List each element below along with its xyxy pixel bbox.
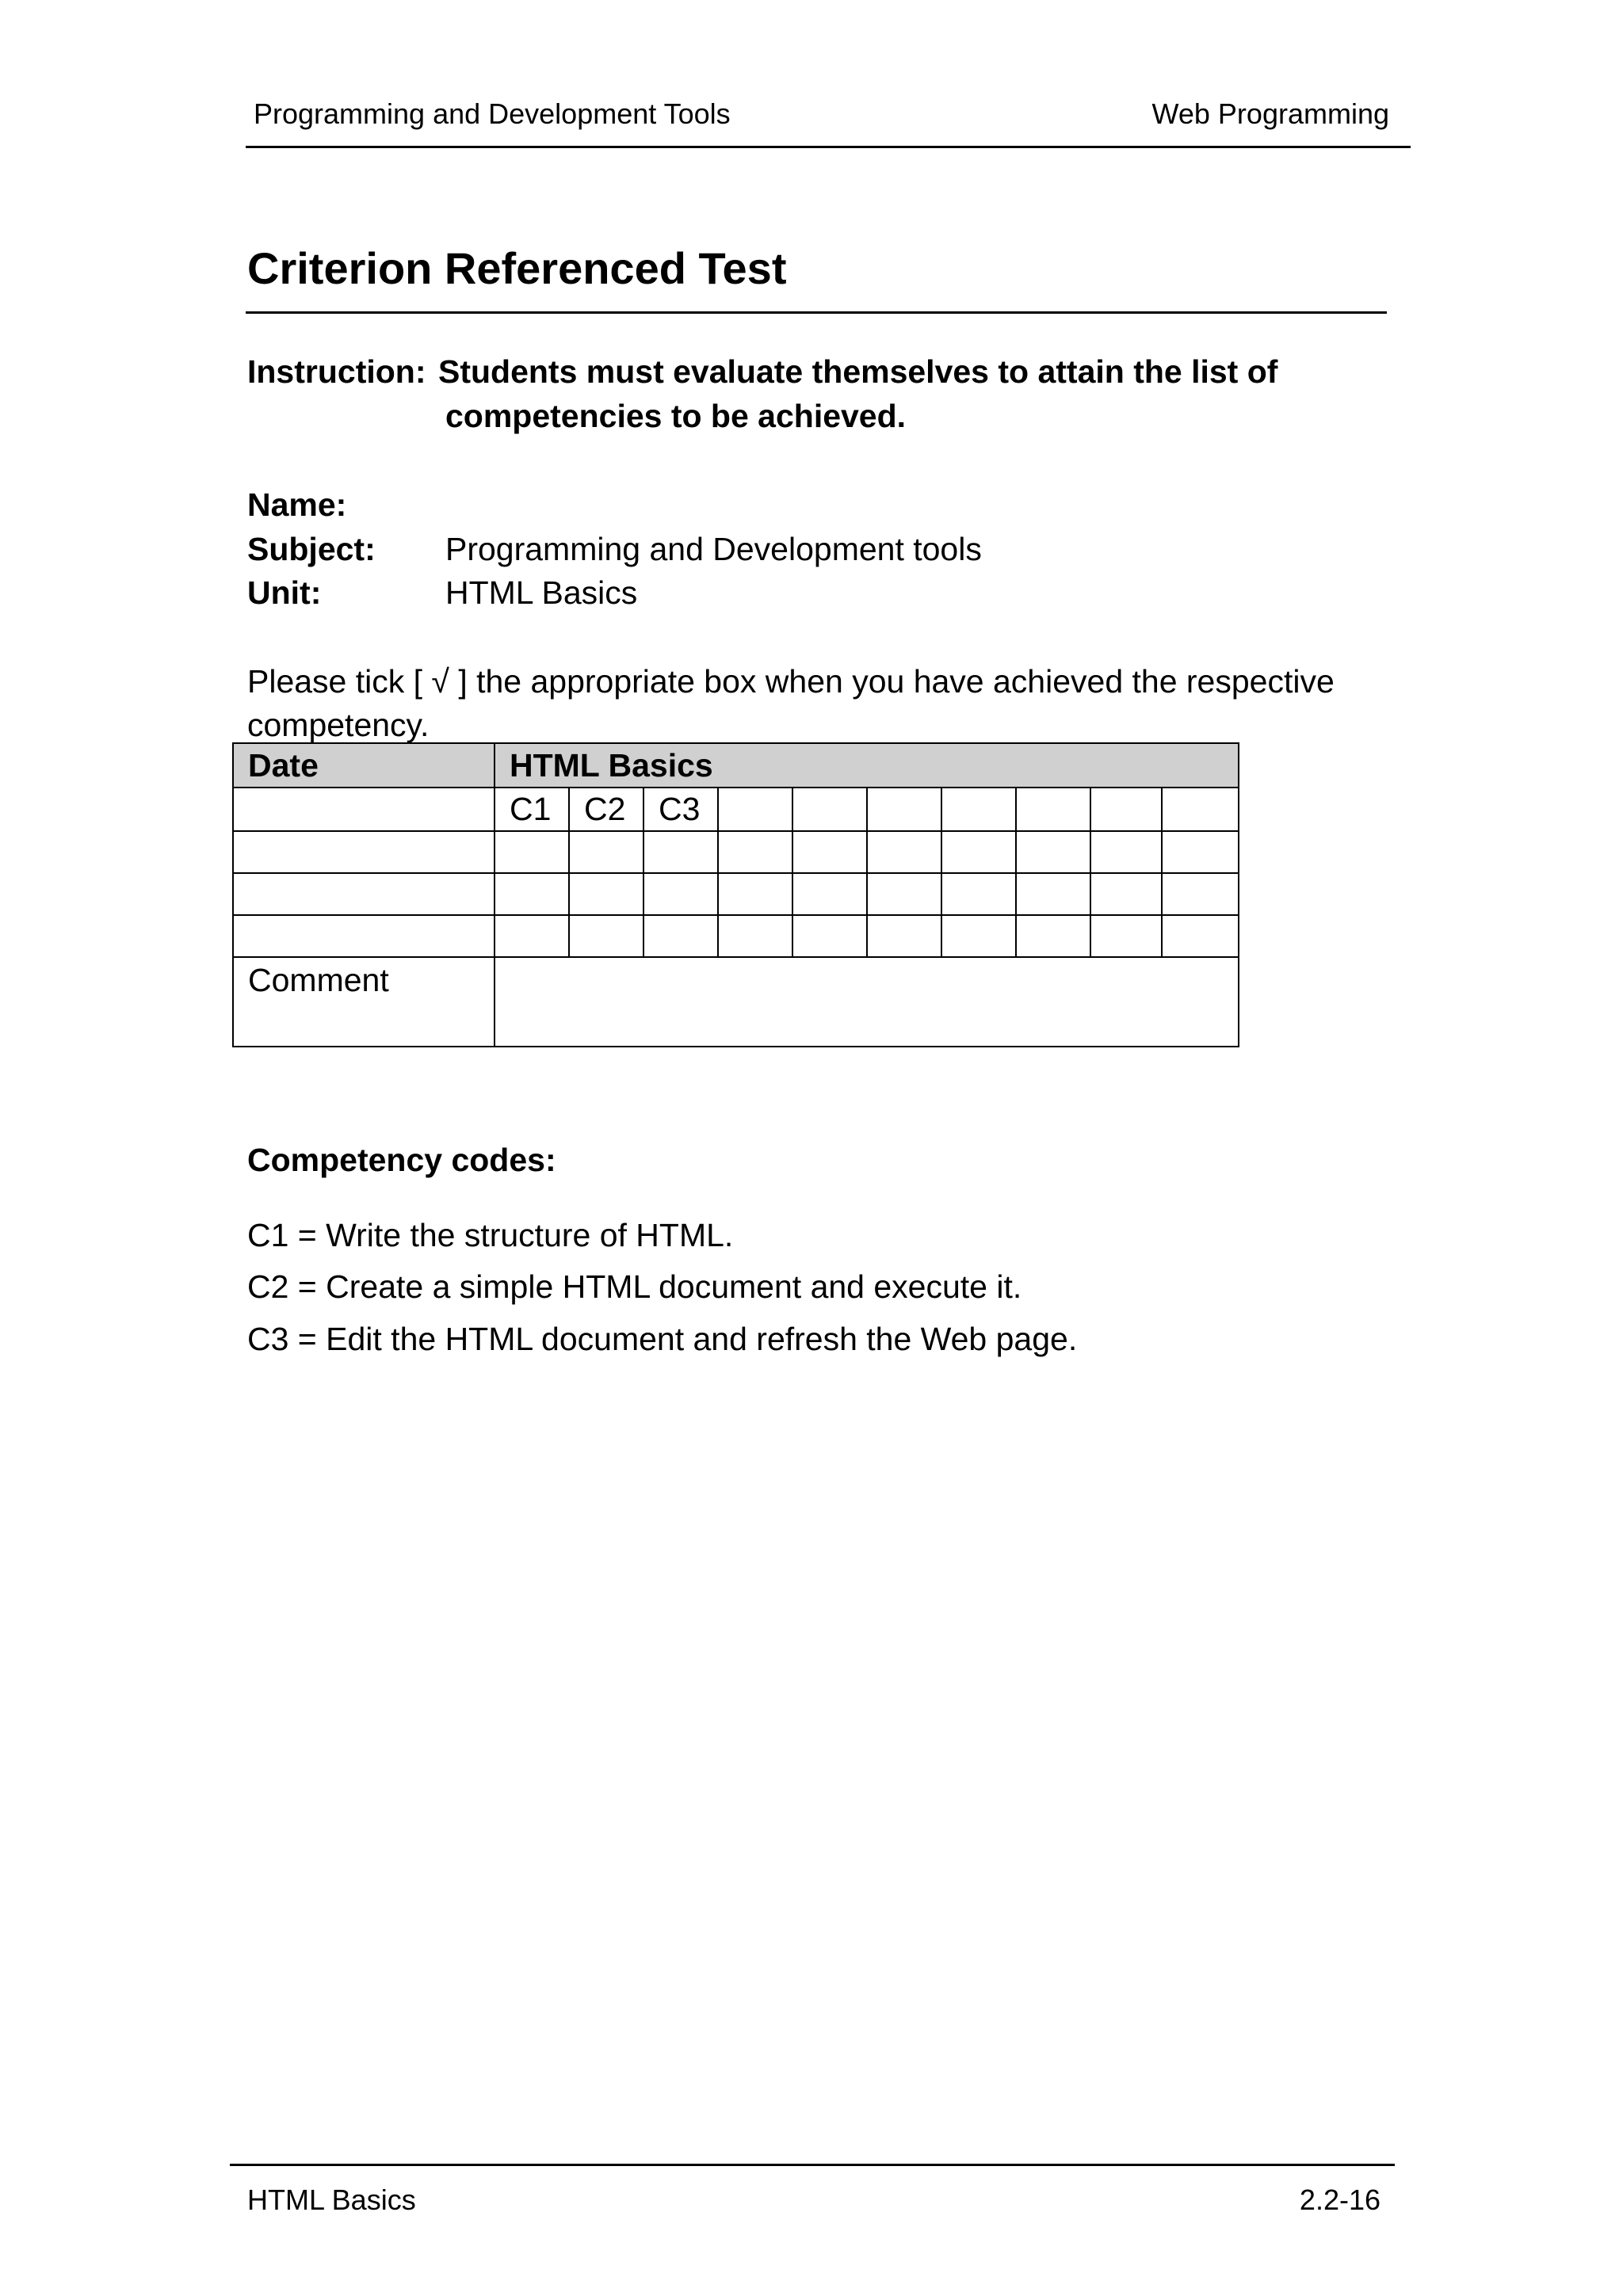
page-title: Criterion Referenced Test bbox=[247, 243, 787, 293]
subject-label: Subject: bbox=[247, 531, 376, 567]
table-row bbox=[233, 915, 1239, 957]
table-row bbox=[233, 788, 1239, 831]
unit-value: HTML Basics bbox=[445, 574, 638, 611]
tick-box[interactable] bbox=[867, 915, 941, 957]
subject-value: Programming and Development tools bbox=[445, 531, 982, 567]
tick-box[interactable] bbox=[495, 831, 569, 873]
tick-box[interactable] bbox=[792, 915, 867, 957]
tick-box[interactable] bbox=[1090, 873, 1162, 915]
competency-code-item: C3 = Edit the HTML document and refresh the Web page. bbox=[247, 1321, 1078, 1357]
tick-box[interactable] bbox=[1162, 873, 1239, 915]
tick-box[interactable] bbox=[569, 915, 643, 957]
tick-box[interactable] bbox=[792, 831, 867, 873]
tick-box[interactable] bbox=[1162, 915, 1239, 957]
comment-label: Comment bbox=[233, 957, 495, 1047]
tick-box[interactable] bbox=[941, 915, 1016, 957]
tick-box[interactable] bbox=[792, 873, 867, 915]
instruction-text-line2: competencies to be achieved. bbox=[445, 398, 907, 434]
html-basics-column-header: HTML Basics bbox=[495, 743, 1239, 788]
tick-box[interactable] bbox=[643, 915, 718, 957]
footer-rule bbox=[230, 2164, 1395, 2166]
date-cell[interactable] bbox=[233, 915, 495, 957]
tick-box[interactable] bbox=[867, 831, 941, 873]
comment-field[interactable] bbox=[495, 957, 1239, 1047]
tick-box[interactable] bbox=[941, 873, 1016, 915]
instruction-text-line1: Students must evaluate themselves to attain the list of bbox=[438, 353, 1278, 390]
competency-codes-heading: Competency codes: bbox=[247, 1142, 556, 1178]
date-cell[interactable] bbox=[233, 788, 495, 831]
tick-instruction-line1: Please tick [ √ ] the appropriate box when you have achieved the respective bbox=[247, 663, 1335, 700]
tick-box[interactable] bbox=[941, 831, 1016, 873]
tick-box[interactable] bbox=[495, 873, 569, 915]
competency-code-cell bbox=[792, 788, 867, 831]
tick-box[interactable] bbox=[569, 831, 643, 873]
tick-box[interactable] bbox=[1016, 915, 1090, 957]
tick-box[interactable] bbox=[718, 873, 792, 915]
unit-label: Unit: bbox=[247, 574, 322, 611]
instruction-label: Instruction: bbox=[247, 353, 426, 390]
table-row bbox=[233, 873, 1239, 915]
table-header-row bbox=[233, 743, 1239, 788]
tick-box[interactable] bbox=[1090, 915, 1162, 957]
tick-box[interactable] bbox=[718, 831, 792, 873]
competency-code-cell bbox=[941, 788, 1016, 831]
comment-row bbox=[233, 957, 1239, 1047]
tick-box[interactable] bbox=[643, 873, 718, 915]
title-rule bbox=[246, 311, 1387, 314]
date-column-header: Date bbox=[233, 743, 495, 788]
competency-code-cell: C2 bbox=[569, 788, 643, 831]
competency-code-cell bbox=[718, 788, 792, 831]
competency-code-cell: C1 bbox=[495, 788, 569, 831]
date-cell[interactable] bbox=[233, 831, 495, 873]
competency-code-cell bbox=[1162, 788, 1239, 831]
competency-table bbox=[232, 742, 1239, 1047]
competency-code-item: C1 = Write the structure of HTML. bbox=[247, 1217, 734, 1253]
name-label: Name: bbox=[247, 486, 347, 523]
tick-box[interactable] bbox=[718, 915, 792, 957]
running-header-right: Web Programming bbox=[1151, 97, 1389, 130]
competency-code-cell bbox=[867, 788, 941, 831]
tick-box[interactable] bbox=[569, 873, 643, 915]
tick-box[interactable] bbox=[1090, 831, 1162, 873]
competency-code-item: C2 = Create a simple HTML document and execute it. bbox=[247, 1268, 1022, 1305]
table-row bbox=[233, 831, 1239, 873]
competency-code-cell bbox=[1090, 788, 1162, 831]
tick-box[interactable] bbox=[1016, 831, 1090, 873]
tick-box[interactable] bbox=[643, 831, 718, 873]
tick-box[interactable] bbox=[867, 873, 941, 915]
tick-instruction-line2: competency. bbox=[247, 707, 430, 743]
running-header-left: Programming and Development Tools bbox=[254, 97, 731, 130]
page-number: 2.2-16 bbox=[1299, 2183, 1381, 2216]
tick-box[interactable] bbox=[1162, 831, 1239, 873]
competency-code-cell bbox=[1016, 788, 1090, 831]
date-cell[interactable] bbox=[233, 873, 495, 915]
tick-box[interactable] bbox=[495, 915, 569, 957]
header-rule bbox=[246, 146, 1411, 148]
tick-box[interactable] bbox=[1016, 873, 1090, 915]
competency-code-cell: C3 bbox=[643, 788, 718, 831]
footer-left: HTML Basics bbox=[247, 2183, 416, 2216]
